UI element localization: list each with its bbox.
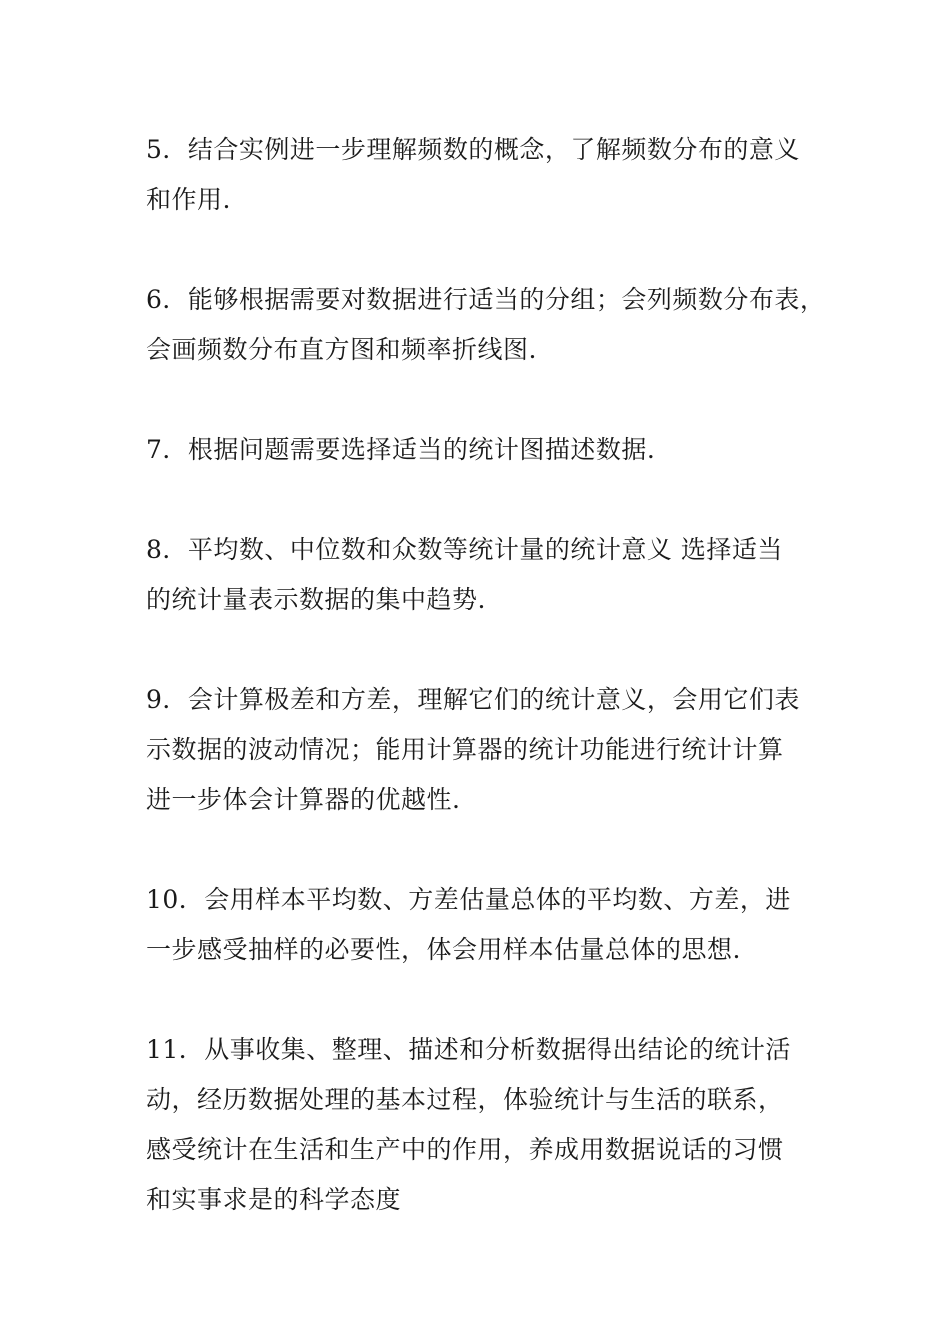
paragraph-item-8 [146, 525, 816, 625]
paragraph-line: 5．结合实例进一步理解频数的概念，了解频数分布的意义 [146, 135, 800, 164]
paragraph-line: 一步感受抽样的必要性，体会用样本估量总体的思想. [146, 935, 741, 964]
paragraph-line: 进一步体会计算器的优越性. [146, 785, 461, 814]
paragraph-item-9 [146, 675, 816, 825]
paragraph-line: 和作用. [146, 185, 231, 214]
paragraph-line: 10．会用样本平均数、方差估量总体的平均数、方差，进 [146, 885, 791, 914]
paragraph-item-11 [146, 1025, 816, 1225]
paragraph-item-10 [146, 875, 816, 975]
paragraph-line: 示数据的波动情况；能用计算器的统计功能进行统计计算 [146, 735, 784, 764]
paragraph-line: 11．从事收集、整理、描述和分析数据得出结论的统计活 [146, 1035, 791, 1064]
paragraph-line: 的统计量表示数据的集中趋势. [146, 585, 486, 614]
paragraph-line: 会画频数分布直方图和频率折线图. [146, 335, 537, 364]
paragraph-line: 和实事求是的科学态度 [146, 1185, 402, 1214]
paragraph-item-6 [146, 275, 826, 375]
paragraph-line: 感受统计在生活和生产中的作用，养成用数据说话的习惯 [146, 1135, 784, 1164]
paragraph-item-7 [146, 425, 816, 475]
paragraph-line: 6．能够根据需要对数据进行适当的分组；会列频数分布表， [146, 285, 826, 314]
paragraph-item-5 [146, 125, 816, 225]
paragraph-line: 7．根据问题需要选择适当的统计图描述数据. [146, 435, 656, 464]
paragraph-line: 9．会计算极差和方差，理解它们的统计意义，会用它们表 [146, 685, 800, 714]
paragraph-line: 8．平均数、中位数和众数等统计量的统计意义 选择适当 [146, 535, 783, 564]
paragraph-line: 动，经历数据处理的基本过程，体验统计与生活的联系， [146, 1085, 784, 1114]
